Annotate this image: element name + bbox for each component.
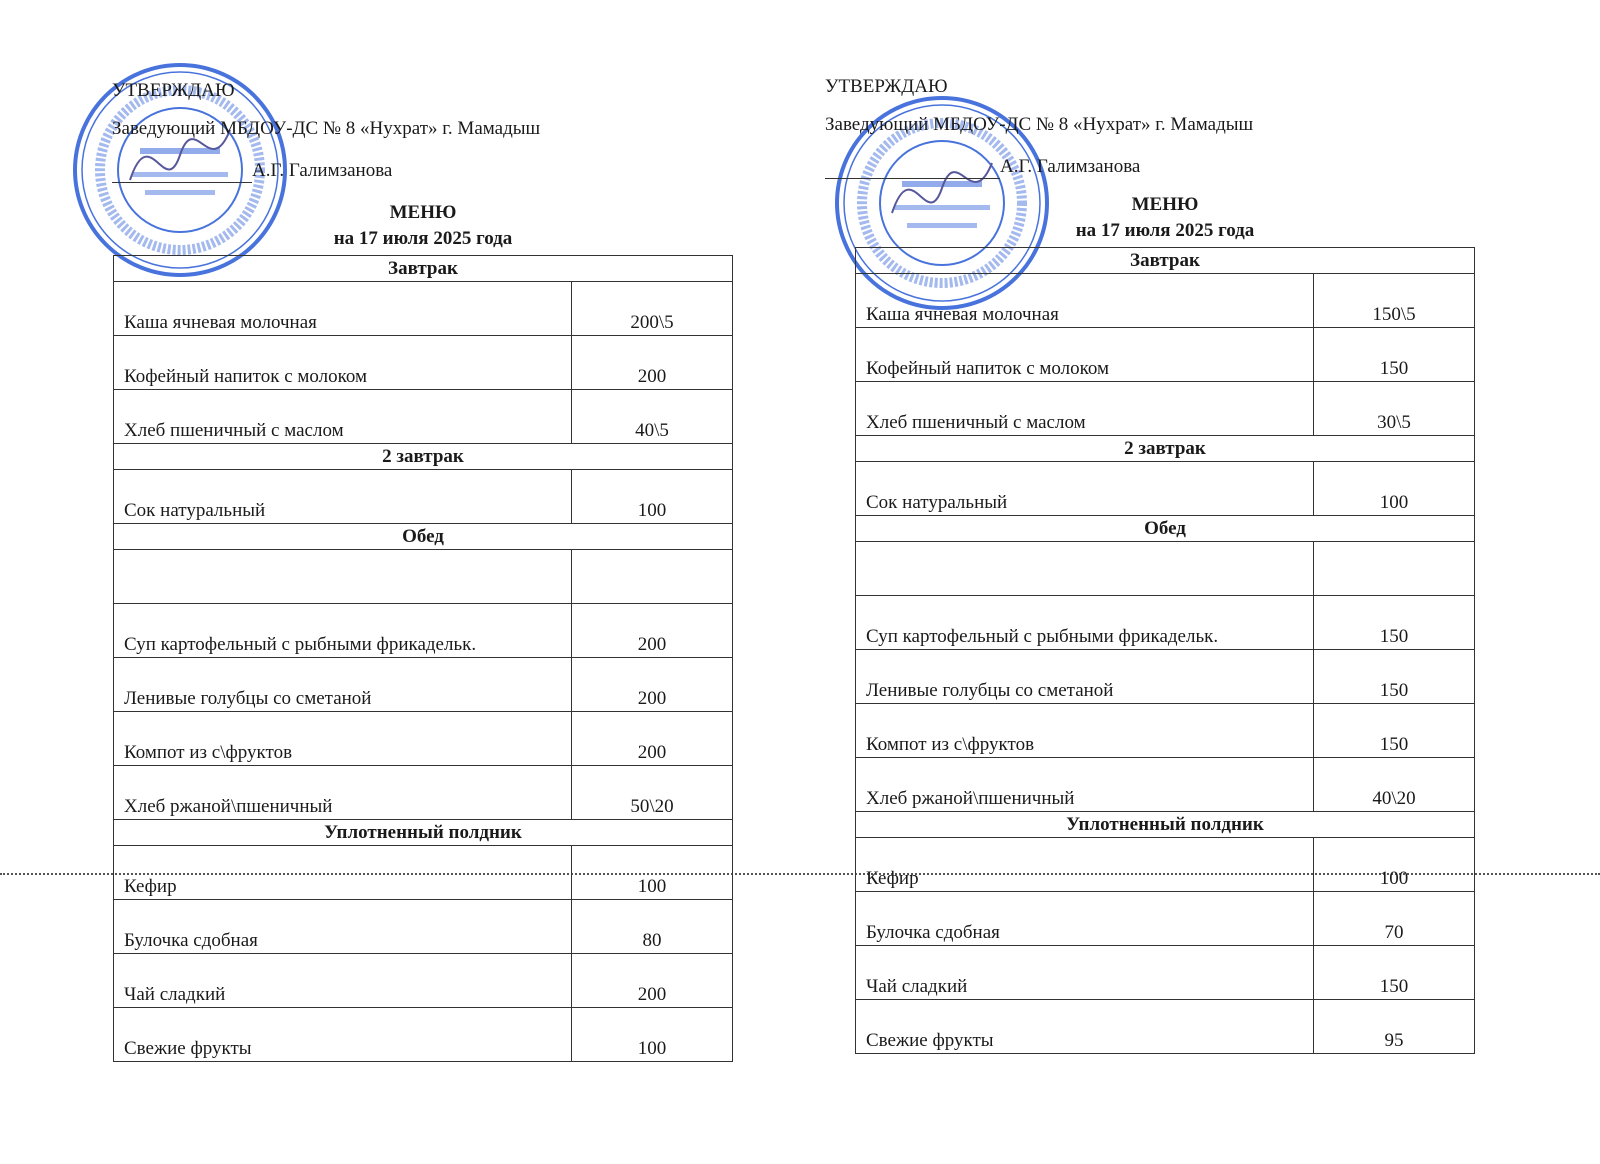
table-row (114, 658, 733, 712)
table-row (856, 382, 1475, 436)
dish-name (856, 542, 1314, 596)
signature-line (825, 178, 1000, 179)
approver-position: Заведующий МБДОУ-ДС № 8 «Нухрат» г. Мамадыш (112, 118, 541, 139)
dish-name: Чай сладкий (114, 954, 572, 1008)
portion-size: 100 (572, 846, 733, 900)
dish-name: Кефир (856, 838, 1314, 892)
dish-name: Булочка сдобная (856, 892, 1314, 946)
dish-name: Каша ячневая молочная (114, 282, 572, 336)
dish-name: Хлеб ржаной\пшеничный (114, 766, 572, 820)
table-row (856, 328, 1475, 382)
table-row (856, 838, 1475, 892)
table-row (856, 892, 1475, 946)
table-row (856, 596, 1475, 650)
approver-position: Заведующий МБДОУ-ДС № 8 «Нухрат» г. Мамадыш (825, 114, 1254, 135)
table-row (856, 704, 1475, 758)
portion-size: 150 (1314, 328, 1475, 382)
dish-name: Кофейный напиток с молоком (114, 336, 572, 390)
portion-size (1314, 542, 1475, 596)
portion-size: 150 (1314, 596, 1475, 650)
table-row (856, 650, 1475, 704)
approve-label: УТВЕРЖДАЮ (112, 80, 235, 101)
portion-size: 200 (572, 658, 733, 712)
section-name: Уплотненный полдник (114, 820, 733, 846)
portion-size: 70 (1314, 892, 1475, 946)
portion-size: 150 (1314, 946, 1475, 1000)
approver-name: А.Г. Галимзанова (1000, 156, 1141, 177)
dish-name: Ленивые голубцы со сметаной (114, 658, 572, 712)
portion-size: 100 (1314, 462, 1475, 516)
portion-size: 30\5 (1314, 382, 1475, 436)
portion-size: 100 (572, 1008, 733, 1062)
table-row (856, 542, 1475, 596)
section-header (114, 444, 733, 470)
portion-size: 80 (572, 900, 733, 954)
section-name: Обед (856, 516, 1475, 542)
portion-size: 200\5 (572, 282, 733, 336)
table-row (114, 954, 733, 1008)
approve-label: УТВЕРЖДАЮ (825, 76, 948, 97)
table-row (856, 946, 1475, 1000)
section-header (114, 524, 733, 550)
dish-name: Свежие фрукты (114, 1008, 572, 1062)
dish-name: Компот из с\фруктов (856, 704, 1314, 758)
dish-name: Свежие фрукты (856, 1000, 1314, 1054)
section-name: Обед (114, 524, 733, 550)
portion-size: 50\20 (572, 766, 733, 820)
table-row (114, 846, 733, 900)
section-name: 2 завтрак (114, 444, 733, 470)
dish-name: Хлеб пшеничный с маслом (856, 382, 1314, 436)
table-row (856, 758, 1475, 812)
dish-name: Кефир (114, 846, 572, 900)
section-header (114, 256, 733, 282)
portion-size: 150\5 (1314, 274, 1475, 328)
dish-name: Чай сладкий (856, 946, 1314, 1000)
menu-title: МЕНЮ (389, 202, 457, 223)
portion-size: 200 (572, 954, 733, 1008)
section-header (856, 436, 1475, 462)
table-row (114, 766, 733, 820)
table-row (114, 282, 733, 336)
portion-size: 95 (1314, 1000, 1475, 1054)
portion-size (572, 550, 733, 604)
section-name: Уплотненный полдник (856, 812, 1475, 838)
portion-size: 40\5 (572, 390, 733, 444)
dish-name: Каша ячневая молочная (856, 274, 1314, 328)
menu-date: на 17 июля 2025 года (1075, 220, 1255, 241)
dish-name: Хлеб ржаной\пшеничный (856, 758, 1314, 812)
dish-name: Хлеб пшеничный с маслом (114, 390, 572, 444)
portion-size: 100 (1314, 838, 1475, 892)
table-row (856, 462, 1475, 516)
portion-size: 200 (572, 712, 733, 766)
table-row (114, 390, 733, 444)
table-row (114, 336, 733, 390)
table-row (114, 1008, 733, 1062)
portion-size: 150 (1314, 650, 1475, 704)
table-row (114, 470, 733, 524)
menu-date: на 17 июля 2025 года (333, 228, 513, 249)
table-row (114, 900, 733, 954)
section-header (856, 516, 1475, 542)
table-row (114, 550, 733, 604)
dish-name: Суп картофельный с рыбными фрикадельк. (856, 596, 1314, 650)
section-name: Завтрак (856, 248, 1475, 274)
menu-table (113, 255, 733, 1062)
table-row (114, 604, 733, 658)
section-name: 2 завтрак (856, 436, 1475, 462)
approver-name: А.Г. Галимзанова (252, 160, 393, 181)
dish-name: Сок натуральный (114, 470, 572, 524)
section-header (856, 248, 1475, 274)
dish-name: Кофейный напиток с молоком (856, 328, 1314, 382)
signature-line (112, 182, 252, 183)
menu-table (855, 247, 1475, 1054)
table-row (856, 1000, 1475, 1054)
portion-size: 200 (572, 604, 733, 658)
table-row (856, 274, 1475, 328)
portion-size: 200 (572, 336, 733, 390)
portion-size: 100 (572, 470, 733, 524)
section-header (856, 812, 1475, 838)
section-name: Завтрак (114, 256, 733, 282)
dish-name: Суп картофельный с рыбными фрикадельк. (114, 604, 572, 658)
portion-size: 150 (1314, 704, 1475, 758)
dish-name (114, 550, 572, 604)
section-header (114, 820, 733, 846)
table-row (114, 712, 733, 766)
dish-name: Компот из с\фруктов (114, 712, 572, 766)
dish-name: Булочка сдобная (114, 900, 572, 954)
portion-size: 40\20 (1314, 758, 1475, 812)
dish-name: Ленивые голубцы со сметаной (856, 650, 1314, 704)
dish-name: Сок натуральный (856, 462, 1314, 516)
menu-title: МЕНЮ (1131, 194, 1199, 215)
